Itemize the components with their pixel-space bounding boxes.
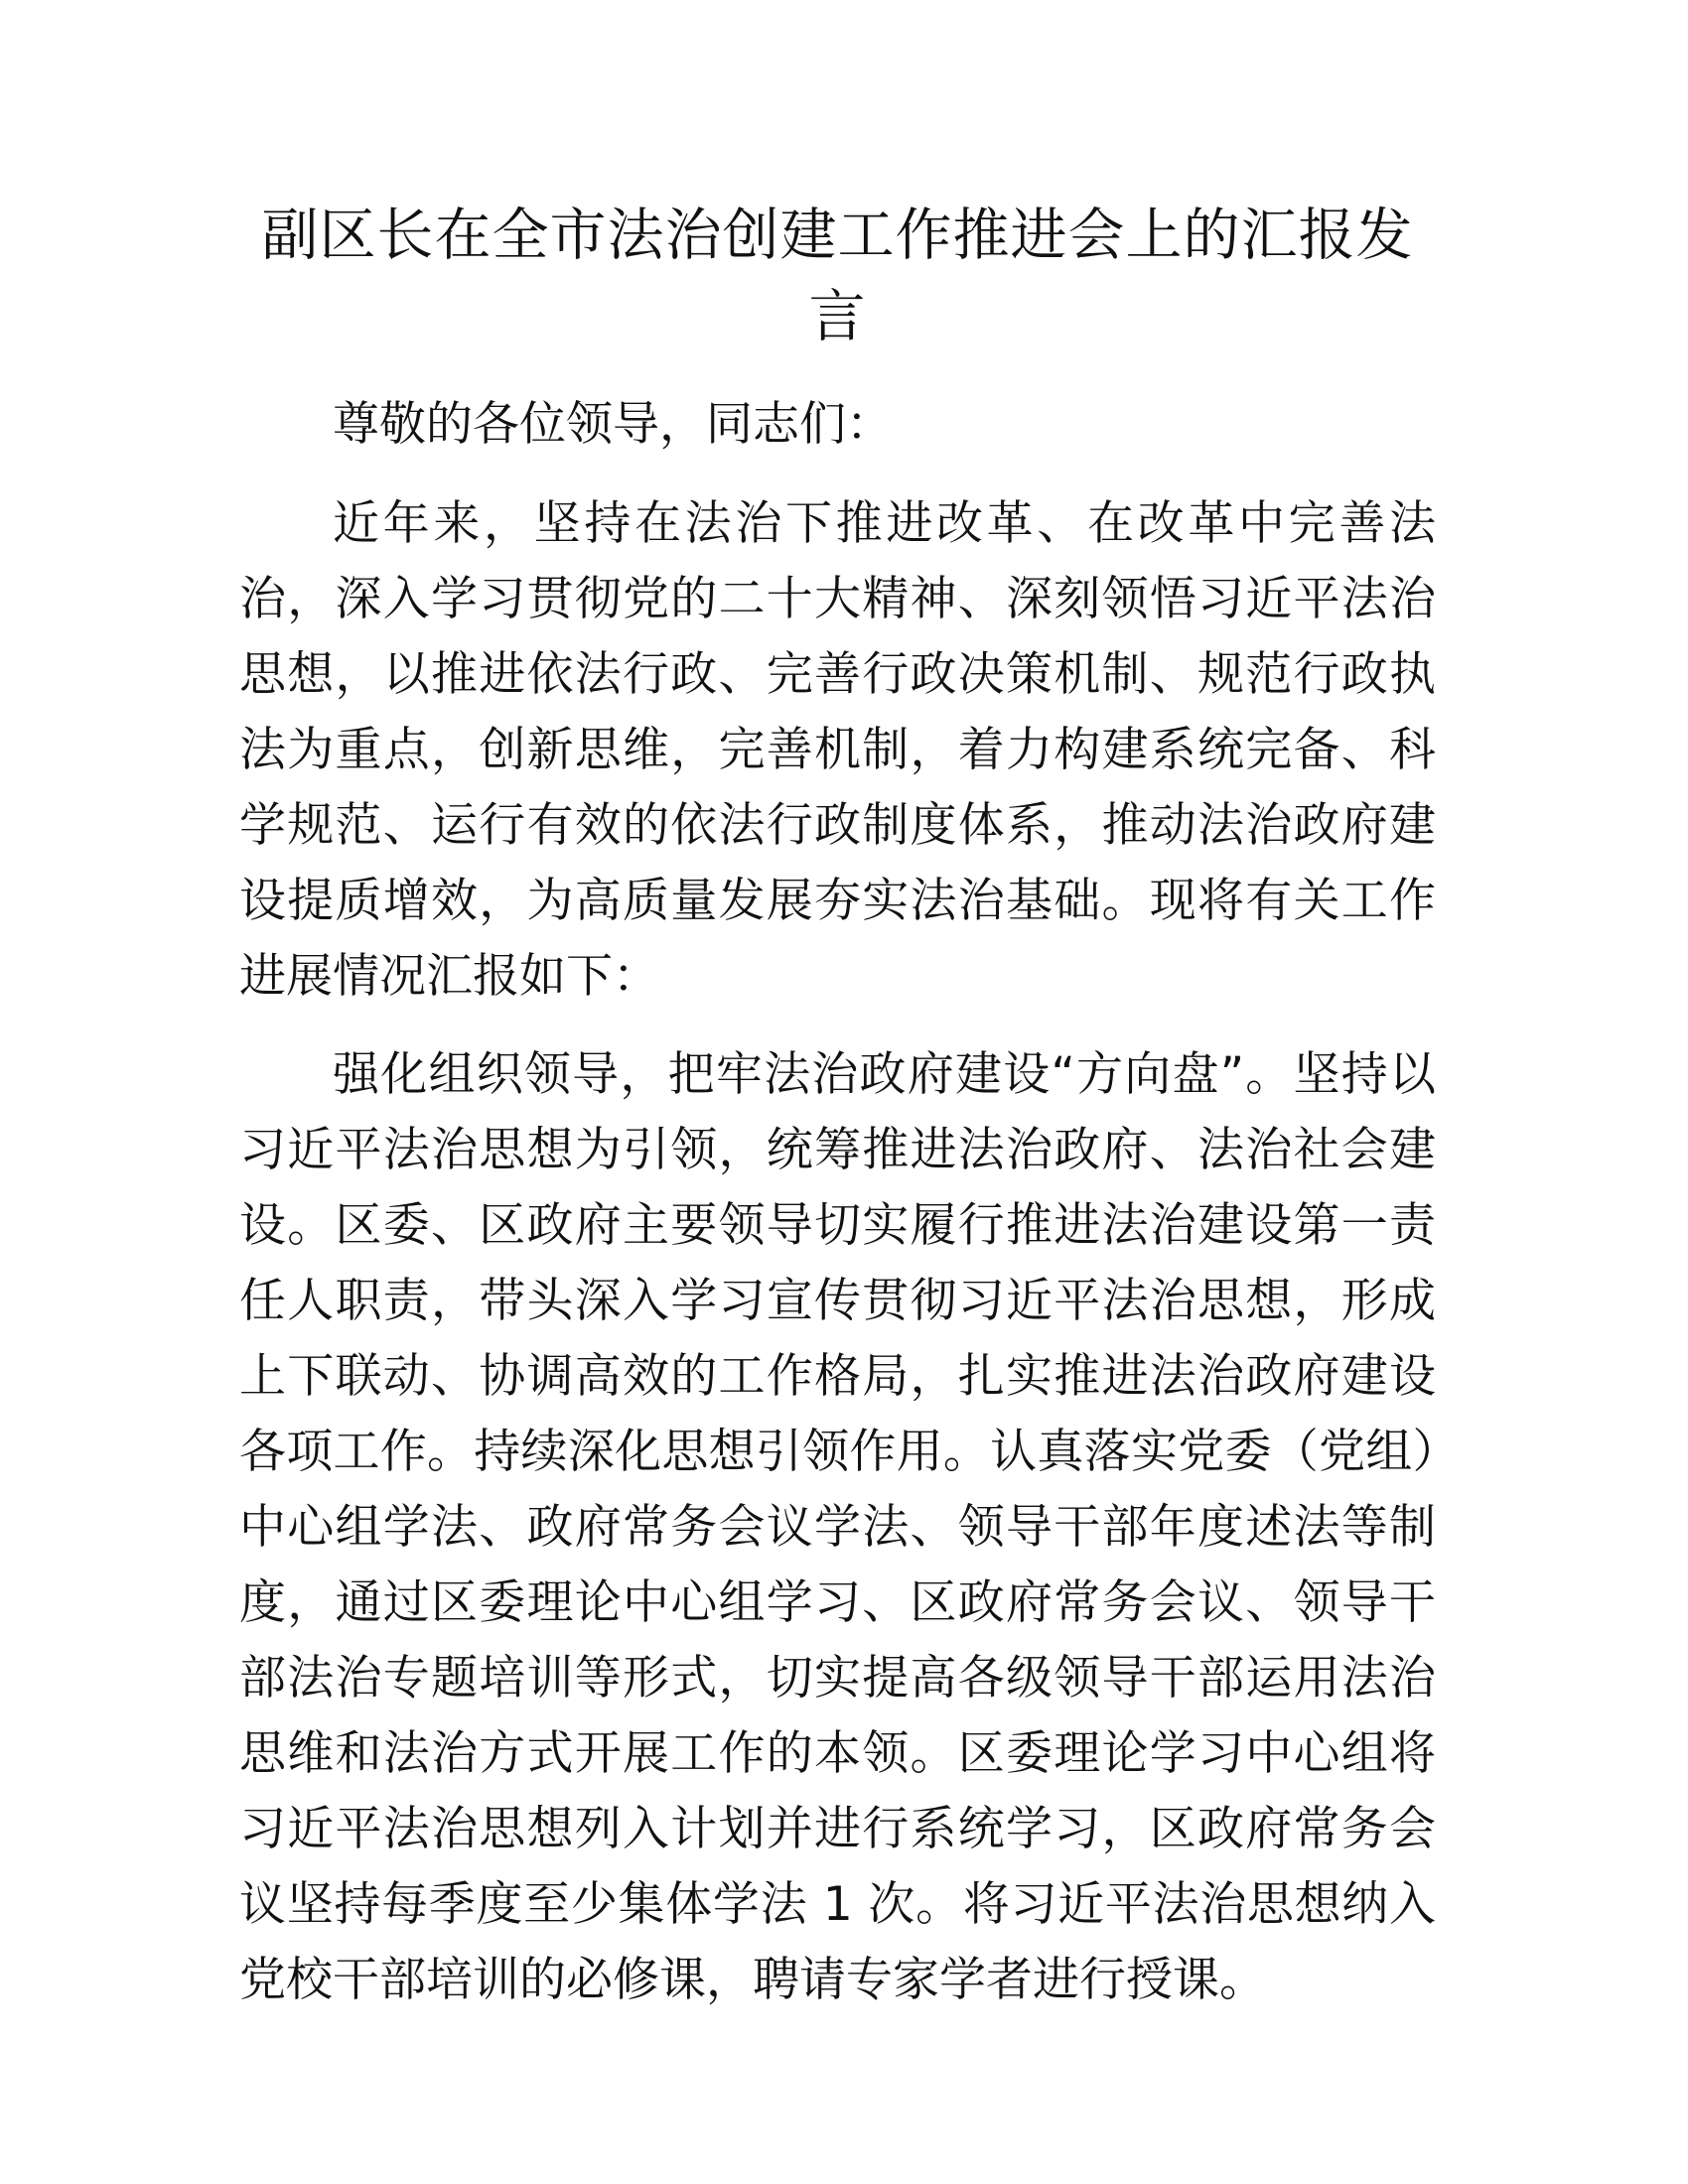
document-title: 副区长在全市法治创建工作推进会上的汇报发言 [261,203,1414,349]
salutation: 尊敬的各位领导，同志们： [333,397,893,452]
body-paragraph-intro: 近年来，坚持在法治下推进改革、在改革中完善法治，深入学习贯彻党的二十大精神、深刻领悟习近平法治思想，以推进依法行政、完善行政决策机制、规范行政执法为重点，创新思维，完善机制，着力构建系统完备、科学规范、运行有效的依法行政制度体系，推动法治政府建设提质增效，为高质量发展夯实法治基础。现将有关工作进展情况汇报如下： [239,496,1436,1004]
body-paragraph-leadership: 强化组织领导，把牢法治政府建设“方向盘”。坚持以习近平法治思想为引领，统筹推进法治政府、法治社会建设。区委、区政府主要领导切实履行推进法治建设第一责任人职责，带头深入学习宣传贯彻习近平法治思想，形成上下联动、协调高效的工作格局，扎实推进法治政府建设各项工作。持续深化思想引领作用。认真落实党委（党组）中心组学法、政府常务会议学法、领导干部年度述法等制度，通过区委理论中心组学习、区政府常务会议、领导干部法治专题培训等形式，切实提高各级领导干部运用法治思维和法治方式开展工作的本领。区委理论学习中心组将习近平法治思想列入计划并进行系统学习，区政府常务会议坚持每季度至少集体学法 1 次。将习近平法治思想纳入党校干部培训的必修课，聘请专家学者进行授课。 [239,1047,1436,2007]
document-page [239,195,1436,2018]
